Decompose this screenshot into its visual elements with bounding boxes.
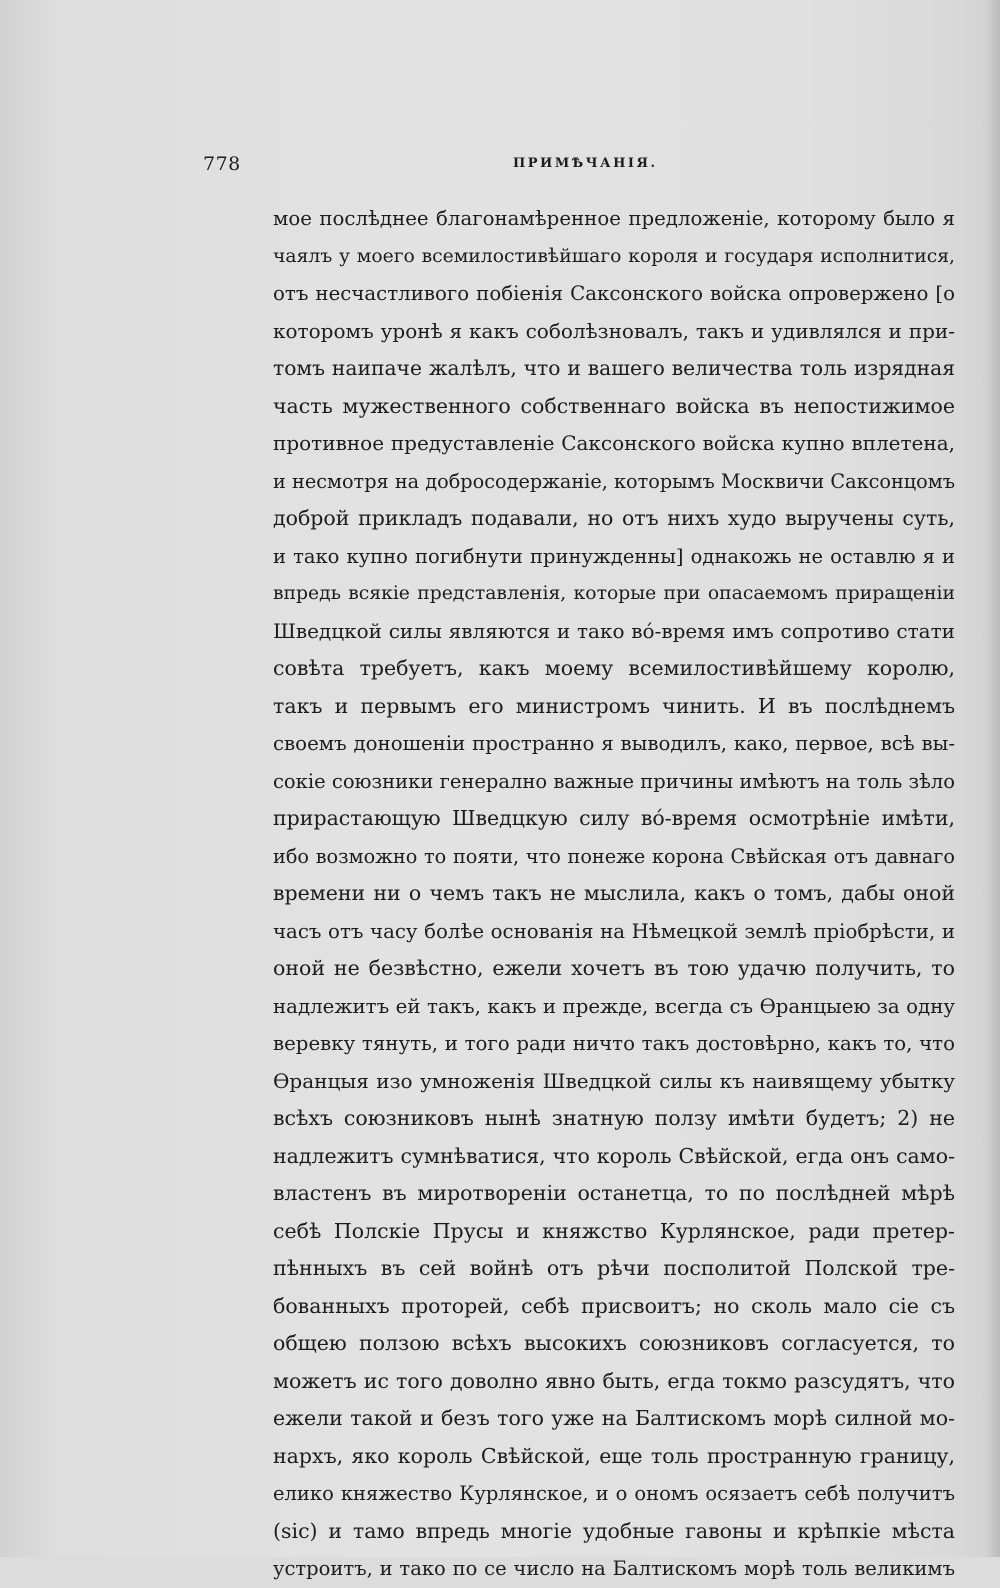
text-line: отъ несчастливого побіенія Саксонского войска опровержено [о: [273, 282, 955, 305]
page-edge-shadow: [986, 0, 1000, 1557]
text-line: и несмотря на добросодержаніе, которымъ Москвичи Саксонцомъ: [273, 469, 955, 493]
text-line: своемъ доношеніи пространно я выводилъ, како, первое, всѣ вы-: [273, 732, 955, 755]
text-line: совѣта требуетъ, какъ моему всемилостивѣйшему королю,: [273, 656, 955, 680]
text-line: такъ и первымъ его министромъ чинить. И въ послѣднемъ: [273, 693, 955, 718]
text-line: елико княжество Курлянское, и о ономъ осязаетъ себѣ получитъ: [273, 1482, 955, 1505]
text-line: властенъ въ миротвореніи останетца, то по послѣдней мѣрѣ: [273, 1181, 955, 1205]
text-line: и тако купно погибнути принужденны] однакожь не оставлю я и: [273, 544, 955, 568]
text-line: впредь всякіе представленія, которые при опасаемомъ приращеніи: [273, 583, 955, 604]
text-line: ибо возможно то пояти, что понеже корона Свѣйская отъ давнаго: [273, 844, 955, 868]
text-line: себѣ Полскіе Прусы и княжство Курлянское, ради претер-: [273, 1218, 955, 1243]
text-line: мое послѣднее благонамѣренное предложеніе, которому было я: [273, 207, 955, 230]
text-line: бованныхъ проторей, себѣ присвоитъ; но сколь мало сіе съ: [273, 1293, 955, 1318]
text-line: веревку тянуть, и того ради ничто такъ достовѣрно, какъ то, что: [273, 1032, 955, 1055]
text-line: Ѳранцыя изо умноженія Шведцкой силы къ наивящему убытку: [273, 1068, 955, 1093]
body-text: [273, 200, 955, 1588]
running-head: ПРИМѢЧАНІЯ.: [513, 156, 658, 171]
text-line: всѣхъ союзниковъ нынѣ знатную ползу имѣти будетъ; 2) не: [273, 1106, 955, 1130]
page-header: [203, 153, 963, 183]
text-line: томъ наипаче жалѣлъ, что и вашего величества толь изрядная: [273, 356, 955, 380]
text-line: сокіе союзники генерално важные причины имѣютъ на толь зѣло: [273, 769, 955, 793]
text-line: (sic) и тамо впредь многіе удобные гавоны и крѣпкіе мѣста: [273, 1518, 955, 1543]
text-line: оной не безвѣстно, ежели хочетъ въ тою удачю получить, то: [273, 956, 955, 980]
text-line: противное предуставленіе Саксонского войска купно вплетена,: [273, 431, 955, 455]
text-line: надлежитъ сумнѣватися, что король Свѣйской, егда онъ само-: [273, 1143, 955, 1168]
text-line: устроитъ, и тако по се число на Балтискомъ морѣ толь великимъ: [273, 1557, 955, 1580]
text-line: чаялъ у моего всемилостивѣйшаго короля и государя исполнитися,: [273, 245, 955, 267]
text-line: общею ползою всѣхъ высокихъ союзниковъ согласуется, то: [273, 1331, 955, 1355]
text-line: часъ отъ часу болѣе основанія на Нѣмецкой землѣ пріобрѣсти, и: [273, 919, 955, 943]
page-number: 778: [203, 153, 241, 175]
text-line: доброй прикладъ подавали, но отъ нихъ худо выручены суть,: [273, 506, 955, 530]
text-line: надлежитъ ей такъ, какъ и прежде, всегда съ Ѳранцыею за одну: [273, 994, 955, 1018]
text-line: нархъ, яко король Свѣйской, еще толь пространную границу,: [273, 1443, 955, 1468]
text-line: прирастающую Шведцкую силу во́-время осмотрѣніе имѣти,: [273, 806, 955, 830]
text-line: можетъ ис того доволно явно быть, егда токмо разсудятъ, что: [273, 1368, 955, 1393]
text-line: времени ни о чемъ такъ не мыслила, какъ о томъ, дабы оной: [273, 881, 955, 905]
text-line: ежели такой и безъ того уже на Балтискомъ морѣ силной мо-: [273, 1406, 955, 1430]
text-line: часть мужественного собственнаго войска въ непостижимое: [273, 393, 955, 418]
text-line: пѣнныхъ въ сей войнѣ отъ рѣчи посполитой Полской тре-: [273, 1256, 955, 1280]
text-line: которомъ уронѣ я какъ соболѣзновалъ, такъ и удивлялся и при-: [273, 318, 955, 343]
text-line: Шведцкой силы являются и тако во́-время имъ сопротиво стати: [273, 618, 955, 643]
